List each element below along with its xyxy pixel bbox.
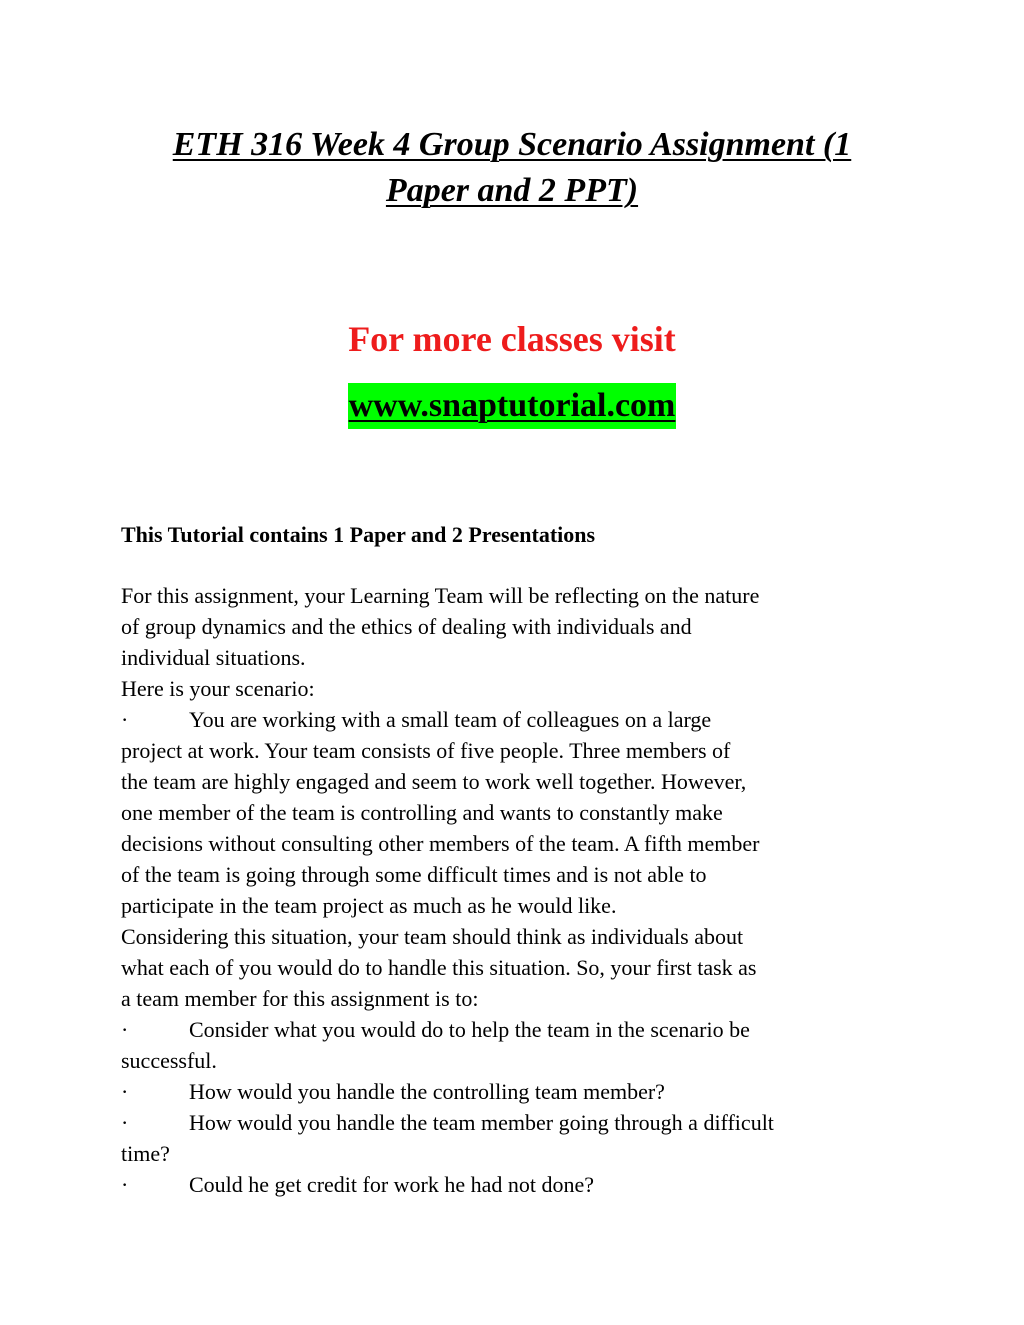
line-text: a team member for this assignment is to:	[121, 986, 479, 1011]
line-text: Considering this situation, your team should think as individuals about	[121, 924, 744, 949]
body-line	[121, 766, 921, 797]
bullet-line	[121, 1107, 921, 1138]
line-text: How would you handle the controlling team member?	[189, 1079, 665, 1104]
line-text: participate in the team project as much as he would like.	[121, 893, 617, 918]
line-text: one member of the team is controlling and wants to constantly make	[121, 800, 723, 825]
body-line	[121, 828, 921, 859]
bullet-marker: ·	[121, 1017, 129, 1042]
body-line	[121, 952, 921, 983]
document-title-line-1: ETH 316 Week 4 Group Scenario Assignment (1	[172, 126, 852, 163]
line-text: For this assignment, your Learning Team will be reflecting on the nature	[121, 583, 760, 608]
body-line	[121, 797, 921, 828]
line-text: How would you handle the team member going through a difficult	[189, 1110, 774, 1135]
body-line	[121, 1138, 921, 1169]
line-text: of group dynamics and the ethics of dealing with individuals and	[121, 614, 692, 639]
bullet-line	[121, 1014, 921, 1045]
line-text: of the team is going through some difficult times and is not able to	[121, 862, 707, 887]
bullet-marker: ·	[121, 1172, 129, 1197]
body-line	[121, 673, 921, 704]
line-text: successful.	[121, 1048, 217, 1073]
line-text: project at work. Your team consists of five people. Three members of	[121, 738, 731, 763]
assignment-body	[121, 580, 921, 1200]
body-line	[121, 580, 921, 611]
line-text: what each of you would do to handle this situation. So, your first task as	[121, 955, 757, 980]
promo-link[interactable]: www.snaptutorial.com	[348, 383, 677, 429]
bullet-marker: ·	[121, 707, 129, 732]
line-text: Consider what you would do to help the team in the scenario be	[189, 1017, 750, 1042]
body-line	[121, 983, 921, 1014]
body-line	[121, 921, 921, 952]
bullet-line	[121, 704, 921, 735]
line-text: individual situations.	[121, 645, 306, 670]
bullet-line	[121, 1076, 921, 1107]
line-text: You are working with a small team of colleagues on a large	[189, 707, 712, 732]
body-line	[121, 642, 921, 673]
bullet-line	[121, 1169, 921, 1200]
document-title-line-2: Paper and 2 PPT)	[385, 172, 639, 209]
tutorial-contents-heading: This Tutorial contains 1 Paper and 2 Presentations	[121, 522, 596, 547]
bullet-marker: ·	[121, 1110, 129, 1135]
document-title	[100, 122, 924, 214]
promo-text: For more classes visit	[348, 319, 676, 359]
line-text: time?	[121, 1141, 170, 1166]
body-line	[121, 735, 921, 766]
body-line	[121, 890, 921, 921]
line-text: Here is your scenario:	[121, 676, 315, 701]
body-line	[121, 611, 921, 642]
line-text: the team are highly engaged and seem to work well together. However,	[121, 769, 747, 794]
line-text: decisions without consulting other members of the team. A fifth member	[121, 831, 760, 856]
bullet-marker: ·	[121, 1079, 129, 1104]
promo-link-container	[0, 383, 1024, 429]
line-text: Could he get credit for work he had not done?	[189, 1172, 595, 1197]
body-line	[121, 1045, 921, 1076]
body-line	[121, 859, 921, 890]
